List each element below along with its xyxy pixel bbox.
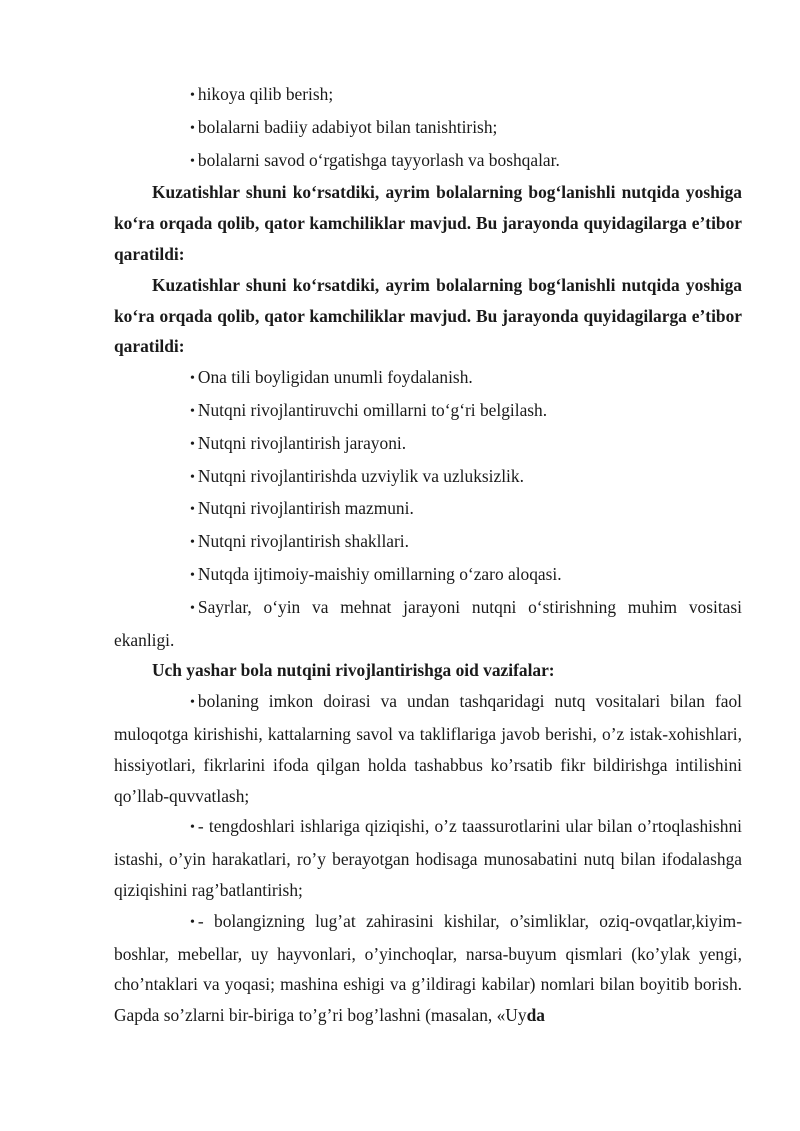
bold-paragraph-repeat: Kuzatishlar shuni ko‘rsatdiki, ayrim bolalarning bog‘lanishli nutqida yoshiga ko‘ra orqada qolib, qator kamchiliklar mavjud. Bu jarayonda quyidagilarga e’tibor qaratildi: xyxy=(114,274,742,357)
section-heading: Uch yashar bola nutqini rivojlantirishga oid vazifalar: xyxy=(152,660,555,681)
bullet-icon: • xyxy=(190,371,195,387)
list-item: • Nutqni rivojlantirishda uzviylik va uzluksizlik. xyxy=(114,461,742,494)
bullet-icon: • xyxy=(190,403,195,419)
bullet-icon: • xyxy=(190,88,195,103)
list-item: • Nutqda ijtimoiy-maishiy omillarning o‘zaro aloqasi. xyxy=(114,559,742,592)
list-item: • Ona tili boyligidan unumli foydalanish. xyxy=(114,362,742,395)
list-item: • Nutqni rivojlantirish shakllari. xyxy=(114,526,742,559)
list-item: • bolalarni badiiy adabiyot bilan tanishtirish; xyxy=(114,112,742,145)
bullet-icon: • xyxy=(190,502,195,518)
list-item: • hikoya qilib berish; xyxy=(114,79,742,112)
list-item: • Nutqni rivojlantirish jarayoni. xyxy=(114,428,742,461)
list-item: • Nutqni rivojlantirish mazmuni. xyxy=(114,493,742,526)
bullet-icon: • xyxy=(190,535,195,551)
list-item: • bolalarni savod o‘rgatishga tayyorlash va boshqalar. xyxy=(114,145,742,178)
list-item: • Nutqni rivojlantiruvchi omillarni to‘g‘ri belgilash. xyxy=(114,395,742,428)
bullet-icon: • xyxy=(190,120,195,136)
bullet-icon: • xyxy=(190,436,195,452)
task-paragraph: • - bolangizning lug’at zahirasini kishilar, o’simliklar, oziq-ovqatlar,kiyim-boshlar, mebellar, uy hayvonlari, o’yinchoqlar, narsa-buyum qismlari (ko’ylak yengi, cho’ntaklari va yoqasi; mashina eshigi va g’ildiragi kabilar) nomlari bilan boyitib borish. Gapda so’zlarni bir-biriga to’g’ri bog’lashni (masalan, «Uyda xyxy=(114,906,742,1031)
bullet-icon: • xyxy=(190,469,195,485)
bullet-icon: • xyxy=(190,567,195,583)
bullet-icon: • xyxy=(190,153,195,169)
document-page xyxy=(114,79,742,1031)
task-paragraph: • bolaning imkon doirasi va undan tashqaridagi nutq vositalari bilan faol muloqotga kirishishi, kattalarning savol va takliflariga javob berishi, o’z istak-xohishlari, hissiyotlari, fikrlarini ifoda qilgan holda tashabbus ko’rsatib fikr bildirishga intilishini qo’llab-quvvatlash; xyxy=(114,686,742,811)
bold-suffix: da xyxy=(526,1005,545,1026)
list-item-paragraph: • Sayrlar, o‘yin va mehnat jarayoni nutqni o‘stirishning muhim vositasi ekanligi. xyxy=(114,592,742,656)
bold-paragraph: Kuzatishlar shuni ko‘rsatdiki, ayrim bolalarning bog‘lanishli nutqida yoshiga ko‘ra orqada qolib, qator kamchiliklar mavjud. Bu jarayonda quyidagilarga e’tibor qaratildi: xyxy=(114,182,742,264)
bullet-icon: • xyxy=(190,695,195,711)
task-paragraph: • - tengdoshlari ishlariga qiziqishi, o’z taassurotlarini ular bilan o’rtoqlashishni istashi, o’yin harakatlari, ro’y berayotgan hodisaga munosabatini nutq bilan ifodalashga qiziqishini rag’batlantirish; xyxy=(114,811,742,905)
bullet-icon: • xyxy=(190,600,195,616)
bullet-icon: • xyxy=(190,820,195,836)
bullet-icon: • xyxy=(190,914,195,930)
